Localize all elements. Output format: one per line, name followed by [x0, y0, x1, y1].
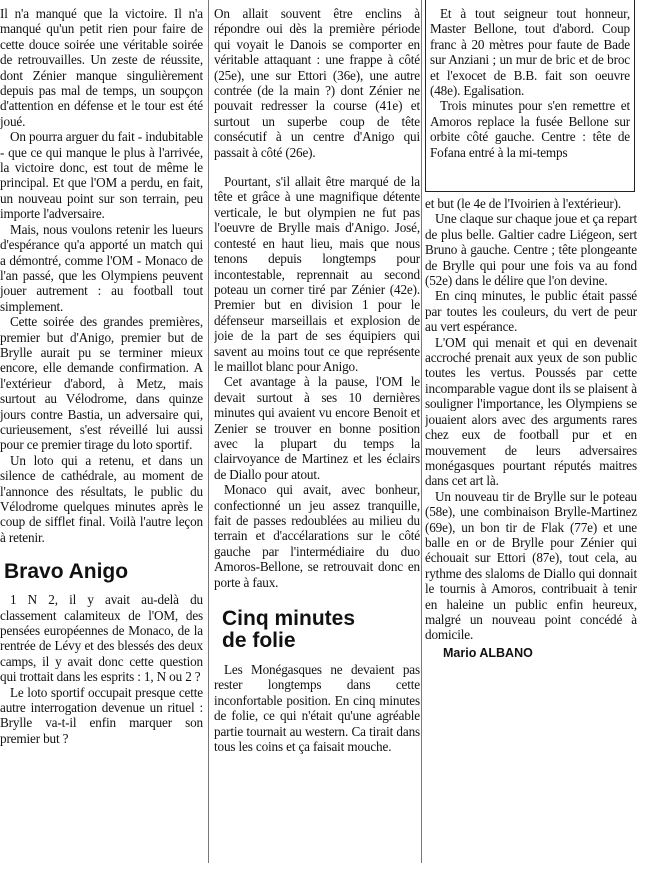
article-paragraph: Cet avantage à la pause, l'OM le devait surtout à ses 10 dernières minutes qui avaient vu encore Benoit et Zenier se trouver en bonne position avec la plupart du temps la clairvoyance de Martinez et les éclairs de Diallo pour atout. [214, 374, 420, 482]
article-paragraph: Les Monégasques ne devaient pas rester longtemps dans cette inconfortable position. En cinq minutes de folie, ce qui n'était qu'une agréable partie tournait au western. Ca tirait dans tous les coins et ça faisait mouche. [214, 662, 420, 755]
column-a [0, 0, 203, 869]
column-rule-left [208, 0, 209, 863]
article-paragraph: L'OM qui menait et qui en devenait accroché prenait aux yeux de son public toutes les vertus. Poussés par cette incomparable vague dont ils se plaisent à souligner l'importance, les Olympiens se jouaient alors avec des arguments rares chez eux de football pur et en mouvement de leurs adversaires monégasques pourtant réputés maitres dans cet art là. [425, 334, 637, 489]
article-paragraph: Cette soirée des grandes premières, premier but d'Anigo, premier but de Brylle aurait pu se terminer mieux encore, elle demande confirmation. A l'extérieur d'abord, à Metz, mais surtout au Vélodrome, dans quinze jours contre Bastia, un adversaire qui, curieusement, s'est réveillé lui aussi pour ce premier tirage du loto sportif. [0, 314, 203, 453]
article-paragraph: et but (le 4e de l'Ivoirien à l'extérieur). [425, 196, 622, 211]
article-paragraph: On allait souvent être enclins à répondre oui dès la première période qui voyait le Danois se comporter en véritable attaquant : une frappe à côté (25e), une sur Ettori (36e), une autre contrée (de la main ?) dont Zénier ne pouvait redresser la course (41e) et surtout un superbe coup de tête consécutif à un centre d'Anigo qui passait à côté (26e). [214, 6, 420, 160]
article-paragraph: Et à tout seigneur tout honneur, Master Bellone, tout d'abord. Coup franc à 20 mètres pour faute de Bade sur Anziani ; un mur de bric et de broc et l'exocet de B.B. fait son oeuvre (48e). Egalisation. [430, 6, 630, 99]
section-heading-bravo-anigo: Bravo Anigo [4, 560, 129, 584]
article-paragraph: Un loto qui a retenu, et dans un silence de cathédrale, au moment de l'annonce des résultats, le public du Vélodrome quelques minutes après le coup de sifflet final. Voilà l'autre leçon à retenir. [0, 452, 203, 545]
column-rule-right [421, 0, 422, 863]
article-paragraph: En cinq minutes, le public était passé par toutes les couleurs, du vert de peur au vert espérance. [425, 288, 637, 335]
author-signature: Mario ALBANO [443, 645, 533, 660]
article-paragraph: Trois minutes pour s'en remettre et Amoros replace la fusée Bellone sur orbite côté gauche. Centre : tête de Fofana entré à la mi-temps [430, 98, 630, 160]
section-heading-cinq-minutes: Cinq minutes de folie [222, 607, 356, 653]
column-c-box [425, 0, 635, 192]
article-paragraph: Il n'a manqué que la victoire. Il n'a manqué qu'un petit rien pour faire de cette douce soirée une véritable soirée de retrouvailles. Un zeste de réussite, dont Zénier manque singulièrement depuis pas mal de temps, un soupçon d'attention en défense et le tour est été joué. [0, 6, 203, 129]
article-paragraph: On pourra arguer du fait - indubitable - que ce qui manque le plus à l'arrivée, la victoire donc, est tout de même le principal. Et que l'OM a perdu, en fait, un nouveau point sur son terrain, peu importe l'adversaire. [0, 129, 203, 222]
article-paragraph: Monaco qui avait, avec bonheur, confectionné un jeu assez tranquille, fait de passes redoublées au milieu du terrain et d'accélarations sur le côté gauche par l'intermédiaire du duo Amoros-Bellone, se retrouvait donc en porte à faux. [214, 482, 420, 590]
column-b [214, 0, 420, 869]
article-paragraph: Une claque sur chaque joue et ça repart de plus belle. Galtier cadre Liégeon, sert Bruno à gauche. Centre ; tête plongeante de Brylle qui pour une fois va au fond (52e) dans le délire que l'on devine. [425, 211, 637, 289]
article-paragraph: Un nouveau tir de Brylle sur le poteau (58e), une combinaison Brylle-Martinez (69e), un bon tir de Flak (77e) et une balle en or de Brylle pour Zénier qui échouait sur Ettori (87e), tout cela, au rythme des slaloms de Diallo qui donnait le tournis à Amoros, contribuait à tenir en haleine un public enfin heureux, malgré un nouveau point concédé à domicile. [425, 488, 637, 643]
article-paragraph: Mais, nous voulons retenir les lueurs d'espérance qu'a apporté un match qui a démontré, comme l'OM - Monaco de l'an passé, que les Olympiens peuvent jouer autrement : au football tout simplement. [0, 221, 203, 314]
column-c [425, 194, 637, 865]
article-paragraph: Pourtant, s'il allait être marqué de la tête et grâce à une magnifique détente verticale, le but olympien ne fut pas l'oeuvre de Brylle mais d'Anigo. José, contesté en haut lieu, mais que nous tenons depuis longtemps pour incontestable, reprennait au second poteau un corner tiré par Zénier (42e). Premier but en division 1 pour le défenseur marseillais et explosion de joie de la part de ses équipiers qui savent au moins tout ce que représente le maillot blanc pour Anigo. [214, 174, 420, 374]
article-paragraph: 1 N 2, il y avait au-delà du classement calamiteux de l'OM, des pensées européennes de Monaco, de la rentrée de Lévy et des blessés des deux camps, il y avait donc cette question qui trottait dans les esprits : 1, N ou 2 ? [0, 592, 203, 685]
article-paragraph: Le loto sportif occupait presque cette autre interrogation devenue un rituel : Brylle va-t-il enfin marquer son premier but ? [0, 684, 203, 746]
